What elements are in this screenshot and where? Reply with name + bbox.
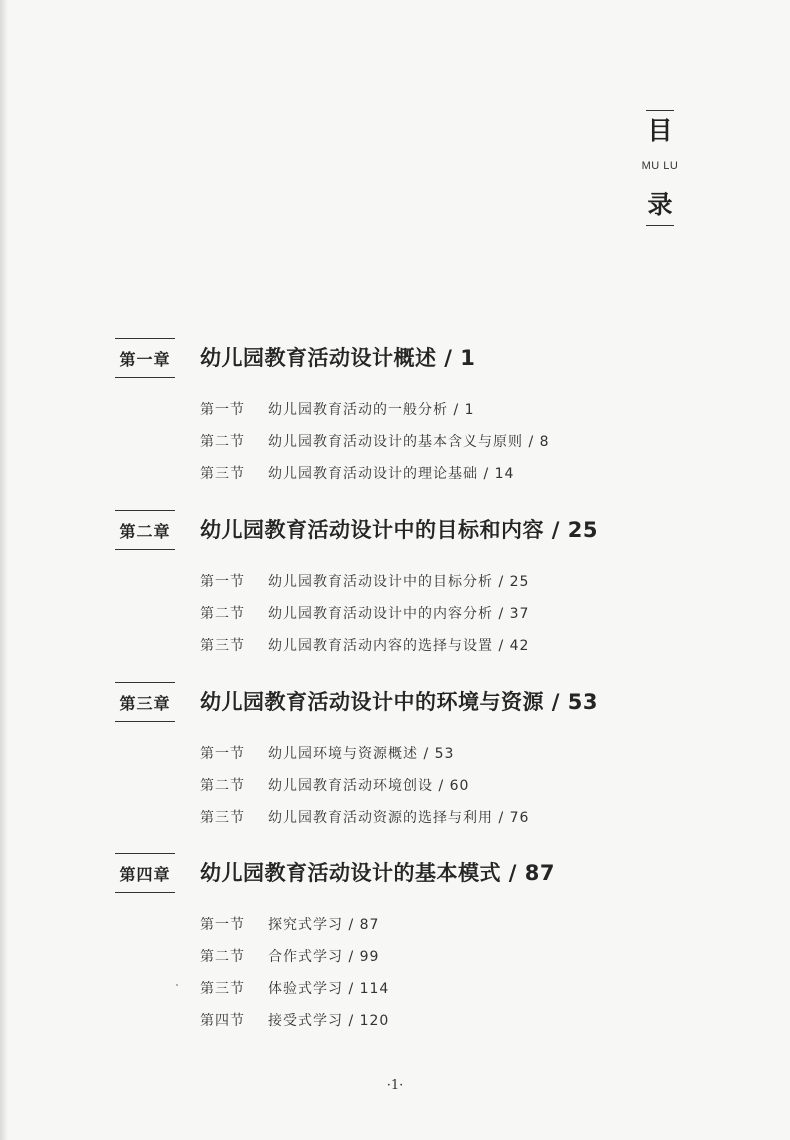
section-title: 幼儿园教育活动环境创设 / 60 [268,778,470,794]
chapter-label-box [115,338,175,378]
section-label: 第一节 [200,917,245,933]
section-label: 第二节 [200,778,245,794]
section-label: 第二节 [200,434,245,450]
section-label: 第二节 [200,606,245,622]
section-label: 第三节 [200,810,245,826]
section-title: 合作式学习 / 99 [268,949,380,965]
page-number: ·1· [386,1078,404,1093]
chapter-heading[interactable] [115,682,755,722]
chapter-heading[interactable] [115,338,755,378]
section-title: 幼儿园教育活动设计的理论基础 / 14 [268,466,515,482]
section-title: 幼儿园教育活动设计中的目标分析 / 25 [268,574,530,590]
section-title: 幼儿园教育活动设计中的内容分析 / 37 [268,606,530,622]
title-bottom-rule [646,225,674,226]
chapter-label-box [115,682,175,722]
section-title: 幼儿园教育活动资源的选择与利用 / 76 [268,810,530,826]
chapter-label: 第一章 [119,350,171,369]
chapter-label-box [115,510,175,550]
section-label: 第一节 [200,746,245,762]
chapter-title: 幼儿园教育活动设计中的环境与资源 / 53 [200,690,599,714]
chapter-label: 第四章 [119,865,171,884]
section-label: 第二节 [200,949,245,965]
section-title: 幼儿园环境与资源概述 / 53 [268,746,455,762]
page-edge-shadow [0,0,8,1140]
section-title: 探究式学习 / 87 [268,917,380,933]
chapter-title: 幼儿园教育活动设计的基本模式 / 87 [200,861,556,885]
section-label: 第一节 [200,574,245,590]
section-label: 第四节 [200,1013,245,1029]
section-label: 第三节 [200,466,245,482]
chapter-title: 幼儿园教育活动设计中的目标和内容 / 25 [200,518,599,542]
chapter-heading[interactable] [115,510,755,550]
section-title: 幼儿园教育活动内容的选择与设置 / 42 [268,638,530,654]
chapter-label: 第二章 [119,522,171,541]
title-roman: MU LU [641,160,679,172]
toc-title-block [630,110,690,226]
chapter-heading[interactable] [115,853,755,893]
chapter-title: 幼儿园教育活动设计概述 / 1 [200,346,476,370]
section-label: 第一节 [200,402,245,418]
section-title: 体验式学习 / 114 [268,981,390,997]
section-label: 第三节 [200,638,245,654]
chapter-label: 第三章 [119,694,171,713]
title-char-top: 目 [647,116,673,145]
title-char-bottom: 录 [647,190,673,219]
chapter-label-box [115,853,175,893]
section-title: 接受式学习 / 120 [268,1013,390,1029]
section-title: 幼儿园教育活动设计的基本含义与原则 / 8 [268,434,550,450]
section-label: 第三节 [200,981,245,997]
scan-speck [176,984,178,986]
section-title: 幼儿园教育活动的一般分析 / 1 [268,402,475,418]
